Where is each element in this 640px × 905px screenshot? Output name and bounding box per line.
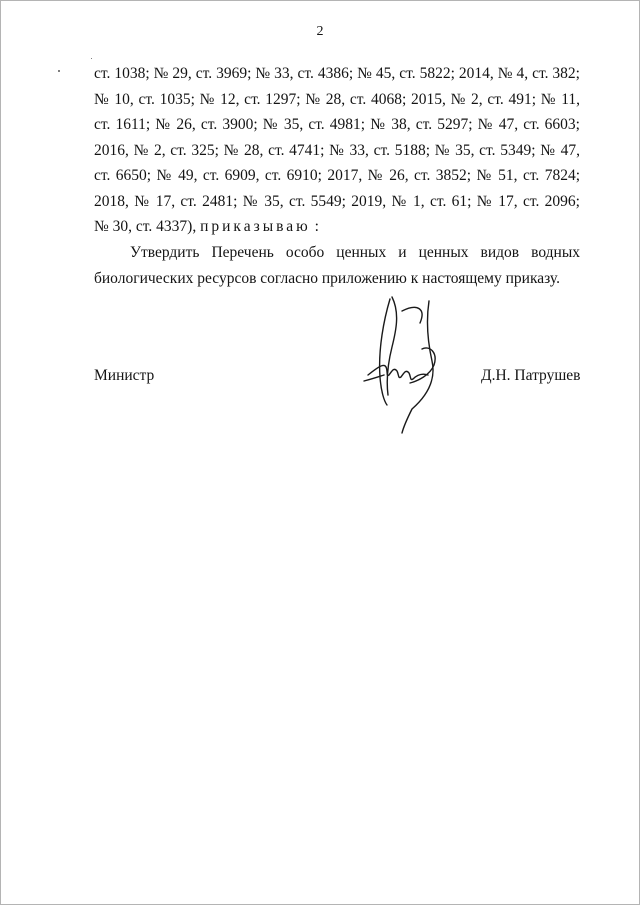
signatory-name: Д.Н. Патрушев [481, 367, 581, 384]
citation-line: № 10, ст. 1035; № 12, ст. 1297; № 28, ст. 4068; 2015, № 2, ст. 491; № 11, [94, 91, 580, 108]
order-text-line: Утвердить Перечень особо ценных и ценных видов водных [130, 244, 580, 261]
scan-speck [91, 58, 92, 59]
order-colon: : [310, 218, 319, 235]
citation-line: ст. 6650; № 49, ст. 6909, ст. 6910; 2017, № 26, ст. 3852; № 51, ст. 7824; [94, 167, 580, 184]
order-word: приказываю [200, 218, 311, 235]
handwritten-signature [356, 291, 451, 439]
signatory-role: Министр [94, 367, 155, 384]
citation-closing-line [94, 218, 580, 236]
citation-tail: № 30, ст. 4337), [94, 218, 197, 235]
citation-line: 2016, № 2, ст. 325; № 28, ст. 4741; № 33, ст. 5188; № 35, ст. 5349; № 47, [94, 142, 580, 159]
scan-speck [58, 70, 60, 72]
citation-line: ст. 1038; № 29, ст. 3969; № 33, ст. 4386; № 45, ст. 5822; 2014, № 4, ст. 382; [94, 65, 580, 82]
citation-line: ст. 1611; № 26, ст. 3900; № 35, ст. 4981; № 38, ст. 5297; № 47, ст. 6603; [94, 116, 580, 133]
page-number: 2 [316, 24, 324, 39]
order-text-line: биологических ресурсов согласно приложению к настоящему приказу. [94, 270, 560, 287]
citation-line: 2018, № 17, ст. 2481; № 35, ст. 5549; 2019, № 1, ст. 61; № 17, ст. 2096; [94, 193, 580, 210]
